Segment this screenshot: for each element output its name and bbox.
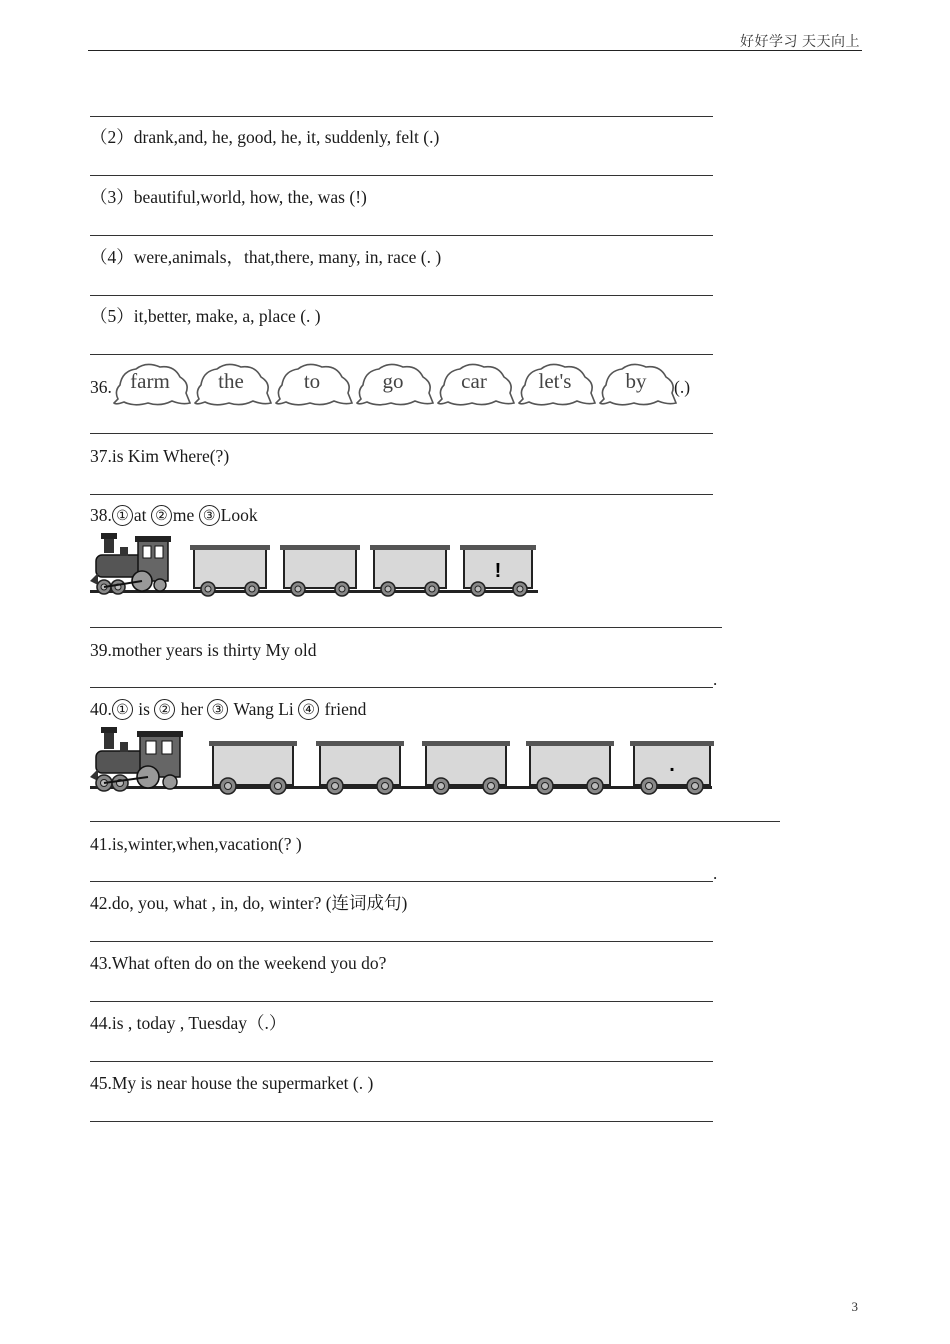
- question-41: 41.is,winter,when,vacation(? ): [90, 834, 302, 854]
- question-36-end: (.): [674, 377, 691, 397]
- question-40: [90, 698, 366, 720]
- question-38: [90, 504, 258, 526]
- question-2: （2）drank,and, he, good, he, it, suddenly, felt (.): [90, 127, 440, 147]
- question-36-number: 36.: [90, 377, 112, 397]
- question-40-number: 40.: [90, 699, 112, 719]
- word-cloud: [112, 359, 192, 409]
- train-car: [280, 545, 360, 596]
- circled-number-3: ③: [199, 505, 220, 526]
- word: friend: [324, 699, 367, 719]
- train-car: [370, 545, 450, 596]
- word-cloud: [517, 359, 597, 409]
- answer-line: [90, 433, 713, 434]
- answer-line: [90, 941, 713, 942]
- question-3: （3）beautiful,world, how, the, was (!): [90, 187, 367, 207]
- question-4: （4）were,animals，that,there, many, in, race (. ): [90, 247, 442, 267]
- word-cloud: [598, 359, 678, 409]
- answer-line: [90, 494, 713, 495]
- word: me: [172, 505, 195, 525]
- answer-line: [90, 354, 713, 355]
- train-end-mark: !: [494, 560, 502, 582]
- answer-line: [90, 1001, 713, 1002]
- answer-line: [90, 821, 780, 822]
- question-43: 43.What often do on the weekend you do?: [90, 953, 387, 973]
- word-cloud-row: [112, 359, 672, 409]
- answer-line: [90, 235, 713, 236]
- answer-line: [90, 687, 713, 688]
- cloud-word: by: [625, 369, 647, 393]
- word: is: [138, 699, 150, 719]
- word-cloud: [355, 359, 435, 409]
- train-car-last: [460, 545, 536, 596]
- header-motto: 好好学习 天天向上: [740, 35, 860, 50]
- locomotive: [90, 533, 171, 594]
- word: at: [133, 505, 147, 525]
- question-44: 44.is , today , Tuesday（.）: [90, 1013, 287, 1033]
- train-end-mark: .: [669, 754, 675, 776]
- circled-number-3: ③: [207, 699, 228, 720]
- question-39: 39.mother years is thirty My old: [90, 640, 317, 660]
- page-number: 3: [851, 1299, 858, 1314]
- answer-line: [90, 1061, 713, 1062]
- circled-number-1: ①: [112, 699, 133, 720]
- question-45: 45.My is near house the supermarket (. ): [90, 1073, 374, 1093]
- word: Look: [220, 505, 258, 525]
- cloud-word: farm: [130, 369, 170, 393]
- question-42: 42.do, you, what , in, do, winter? (连词成句): [90, 893, 408, 913]
- circled-number-2: ②: [154, 699, 175, 720]
- line-end-period: .: [713, 864, 718, 883]
- word: Wang Li: [233, 699, 294, 719]
- word-cloud: [274, 359, 354, 409]
- train-illustration-40: [90, 727, 715, 799]
- line-end-period: .: [713, 670, 718, 689]
- cloud-word: go: [382, 369, 404, 393]
- cloud-word: to: [303, 369, 321, 393]
- locomotive: [90, 727, 183, 791]
- answer-line: [90, 881, 713, 882]
- question-37: 37.is Kim Where(?): [90, 446, 230, 466]
- question-38-number: 38.: [90, 505, 112, 525]
- circled-number-1: ①: [112, 505, 133, 526]
- answer-line: [90, 116, 713, 117]
- word: her: [180, 699, 204, 719]
- cloud-word: let's: [538, 369, 572, 393]
- answer-line: [90, 627, 722, 628]
- question-5: （5）it,better, make, a, place (. ): [90, 306, 321, 326]
- train-illustration-38: [90, 533, 540, 601]
- word-cloud: [193, 359, 273, 409]
- cloud-word: car: [461, 369, 487, 393]
- train-car: [190, 545, 270, 596]
- word-cloud: [436, 359, 516, 409]
- answer-line: [90, 175, 713, 176]
- circled-number-2: ②: [151, 505, 172, 526]
- header-rule: [88, 50, 862, 51]
- cloud-word: the: [218, 369, 244, 393]
- answer-line: [90, 295, 713, 296]
- circled-number-4: ④: [298, 699, 319, 720]
- answer-line: [90, 1121, 713, 1122]
